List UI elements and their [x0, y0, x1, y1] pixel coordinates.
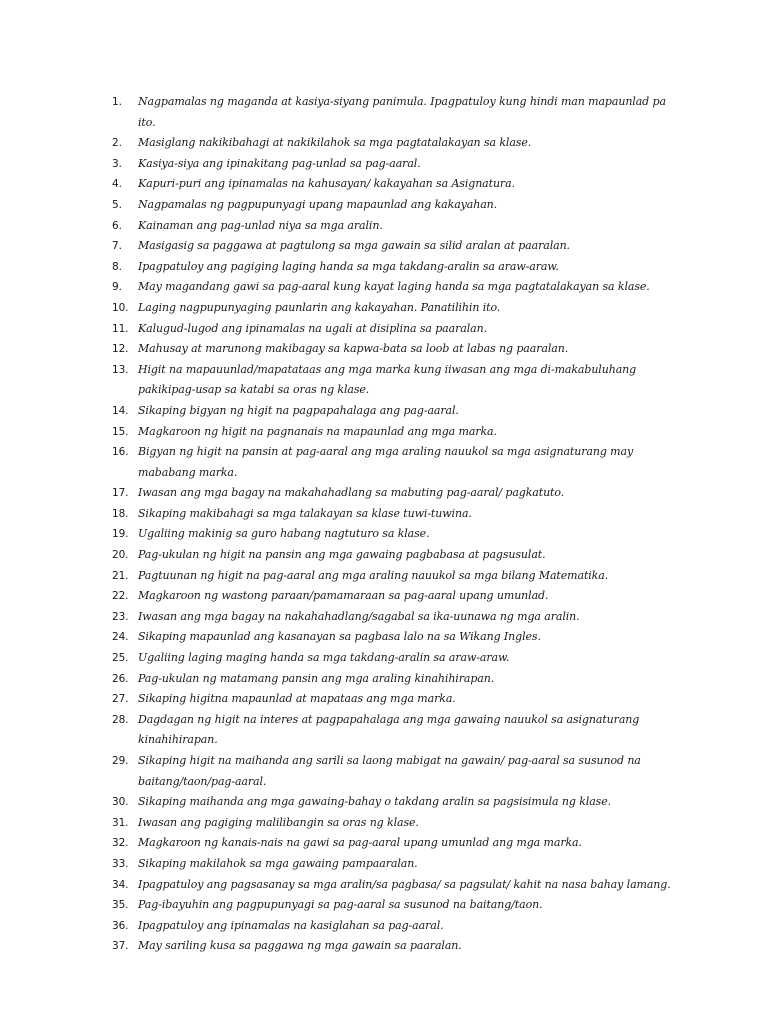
list-item: [112, 895, 682, 916]
list-item: [112, 154, 682, 175]
list-item-number: 2.: [112, 137, 122, 150]
list-item-text: Iwasan ang pagiging malilibangin sa oras ng klase.: [138, 815, 419, 829]
list-item-text: Ugaliing laging maging handa sa mga takdang-aralin sa araw-araw.: [138, 651, 510, 665]
list-item-number: 15.: [112, 425, 129, 438]
list-item: [112, 813, 682, 834]
list-item-number: 29.: [112, 755, 129, 767]
list-item-text: Higit na mapauunlad/mapatataas ang mga marka kung iiwasan ang mga di-makabuluhang pakikipag-usap sa katabi sa oras ng klase.: [138, 362, 637, 397]
list-item-text: Mahusay at marunong makibagay sa kapwa-bata sa loob at labas ng paaralan.: [138, 342, 569, 356]
list-item-number: 27.: [112, 693, 129, 706]
list-item: [112, 875, 682, 896]
list-item-text: Ugaliing makinig sa guro habang nagtuturo sa klase.: [138, 527, 430, 541]
list-item: [112, 689, 682, 710]
list-item-text: May magandang gawi sa pag-aaral kung kayat laging handa sa mga pagtatalakayan sa klase.: [138, 280, 650, 294]
list-item: [112, 422, 682, 443]
list-item: [112, 257, 682, 278]
list-item: [112, 174, 682, 195]
list-item-number: 11.: [112, 322, 129, 335]
list-item-number: 6.: [112, 219, 122, 232]
list-item: [112, 566, 682, 587]
list-item: [112, 751, 682, 792]
list-item: [112, 607, 682, 628]
list-item: [112, 833, 682, 854]
list-item-text: Pag-ibayuhin ang pagpupunyagi sa pag-aaral sa susunod na baitang/taon.: [138, 898, 543, 912]
list-item-number: 14.: [112, 404, 129, 417]
list-item-text: Laging nagpupunyaging paunlarin ang kakayahan. Panatilihin ito.: [138, 300, 501, 314]
list-item-number: 19.: [112, 528, 129, 541]
list-item-text: Kainaman ang pag-unlad niya sa mga aralin.: [138, 218, 383, 232]
list-item-text: Pag-ukulan ng matamang pansin ang mga araling kinahihirapan.: [138, 671, 495, 685]
list-item-text: Bigyan ng higit na pansin at pag-aaral ang mga araling nauukol sa mga asignaturang may mababang marka.: [138, 445, 634, 479]
list-item-text: Sikaping higitna mapaunlad at mapataas ang mga marka.: [138, 692, 456, 706]
list-item-number: 20.: [112, 549, 129, 562]
list-item-text: Kalugud-lugod ang ipinamalas na ugali at disiplina sa paaralan.: [138, 321, 487, 335]
list-item-number: 37.: [112, 940, 129, 953]
list-item-number: 16.: [112, 446, 129, 459]
list-item: [112, 339, 682, 360]
list-item-text: Nagpamalas ng maganda at kasiya-siyang panimula. Ipagpatuloy kung hindi man mapaunlad pa ito.: [138, 95, 666, 129]
list-item: [112, 524, 682, 545]
list-item-number: 21.: [112, 569, 129, 582]
list-item: [112, 401, 682, 422]
list-item-number: 18.: [112, 507, 129, 520]
list-item-number: 32.: [112, 837, 129, 850]
list-item-number: 9.: [112, 281, 122, 294]
list-item-text: Magkaroon ng wastong paraan/pamamaraan sa pag-aaral upang umunlad.: [138, 589, 549, 603]
list-item-text: Magkaroon ng kanais-nais na gawi sa pag-aaral upang umunlad ang mga marka.: [138, 836, 582, 850]
list-item: [112, 627, 682, 648]
list-item-number: 7.: [112, 240, 122, 253]
list-item-number: 5.: [112, 198, 122, 211]
list-item: [112, 216, 682, 237]
list-item-text: Pagtuunan ng higit na pag-aaral ang mga araling nauukol sa mga bilang Matematika.: [138, 568, 609, 582]
list-item: [112, 236, 682, 257]
list-item-number: 35.: [112, 899, 129, 912]
list-item-text: Sikaping makibahagi sa mga talakayan sa klase tuwi-tuwina.: [138, 506, 472, 520]
list-item: [112, 319, 682, 340]
list-item-number: 31.: [112, 816, 129, 829]
list-item: [112, 442, 682, 483]
list-item-text: Masigasig sa paggawa at pagtulong sa mga gawain sa silid aralan at paaralan.: [138, 239, 570, 253]
list-item-text: Dagdagan ng higit na interes at pagpapahalaga ang mga gawaing nauukol sa asignaturang kinahihirapan.: [138, 712, 640, 747]
list-item-text: Kasiya-siya ang ipinakitang pag-unlad sa pag-aaral.: [138, 156, 421, 170]
list-item-text: Sikaping bigyan ng higit na pagpapahalaga ang pag-aaral.: [138, 403, 459, 417]
list-item-text: Sikaping maihanda ang mga gawaing-bahay o takdang aralin sa pagsisimula ng klase.: [138, 795, 612, 809]
list-item: [112, 195, 682, 216]
list-item-number: 30.: [112, 796, 129, 809]
list-item: [112, 792, 682, 813]
list-item-text: May sariling kusa sa paggawa ng mga gawain sa paaralan.: [138, 939, 462, 953]
list-item: [112, 92, 682, 133]
list-item: [112, 669, 682, 690]
list-item-text: Ipagpatuloy ang ipinamalas na kasiglahan sa pag-aaral.: [138, 918, 444, 932]
list-item-number: 23.: [112, 610, 129, 623]
list-item-text: Kapuri-puri ang ipinamalas na kahusayan/ kakayahan sa Asignatura.: [138, 177, 515, 191]
list-item-text: Iwasan ang mga bagay na makahahadlang sa mabuting pag-aaral/ pagkatuto.: [138, 486, 565, 500]
list-item-number: 3.: [112, 157, 122, 170]
list-item-number: 13.: [112, 363, 129, 376]
list-item: [112, 277, 682, 298]
list-item: [112, 916, 682, 937]
list-item: [112, 854, 682, 875]
list-item: [112, 936, 682, 957]
list-item-number: 10.: [112, 301, 129, 314]
list-item-number: 8.: [112, 260, 122, 273]
list-item: [112, 360, 682, 401]
list-item-number: 24.: [112, 631, 129, 644]
list-item-number: 1.: [112, 96, 122, 108]
list-item: [112, 545, 682, 566]
list-item-text: Ipagpatuloy ang pagsasanay sa mga aralin/sa pagbasa/ sa pagsulat/ kahit na nasa bahay lamang.: [138, 877, 671, 891]
list-item: [112, 710, 682, 751]
list-item: [112, 133, 682, 154]
list-item-number: 17.: [112, 487, 129, 500]
list-item-number: 26.: [112, 672, 129, 685]
list-item-text: Sikaping makilahok sa mga gawaing pampaaralan.: [138, 856, 418, 870]
list-item-number: 33.: [112, 857, 129, 870]
list-item-number: 28.: [112, 713, 129, 726]
comment-list: [112, 92, 682, 957]
list-item-text: Sikaping higit na maihanda ang sarili sa laong mabigat na gawain/ pag-aaral sa susunod na baitang/taon/pag-aaral.: [138, 754, 641, 788]
list-item: [112, 483, 682, 504]
list-item-number: 25.: [112, 652, 129, 665]
list-item-number: 12.: [112, 343, 129, 356]
list-item-number: 4.: [112, 178, 122, 191]
list-item-number: 36.: [112, 919, 129, 932]
list-item-text: Pag-ukulan ng higit na pansin ang mga gawaing pagbabasa at pagsusulat.: [138, 548, 546, 562]
list-item-number: 22.: [112, 590, 129, 603]
list-item-text: Masiglang nakikibahagi at nakikilahok sa mga pagtatalakayan sa klase.: [138, 136, 532, 150]
list-item-text: Nagpamalas ng pagpupunyagi upang mapaunlad ang kakayahan.: [138, 197, 498, 211]
list-item-text: Iwasan ang mga bagay na nakahahadlang/sagabal sa ika-uunawa ng mga aralin.: [138, 609, 580, 623]
list-item: [112, 298, 682, 319]
list-item-text: Ipagpatuloy ang pagiging laging handa sa mga takdang-aralin sa araw-araw.: [138, 259, 559, 273]
list-item: [112, 504, 682, 525]
list-item-text: Magkaroon ng higit na pagnanais na mapaunlad ang mga marka.: [138, 424, 497, 438]
list-item: [112, 648, 682, 669]
list-item-number: 34.: [112, 878, 129, 891]
list-item: [112, 586, 682, 607]
list-item-text: Sikaping mapaunlad ang kasanayan sa pagbasa lalo na sa Wikang Ingles.: [138, 630, 541, 644]
